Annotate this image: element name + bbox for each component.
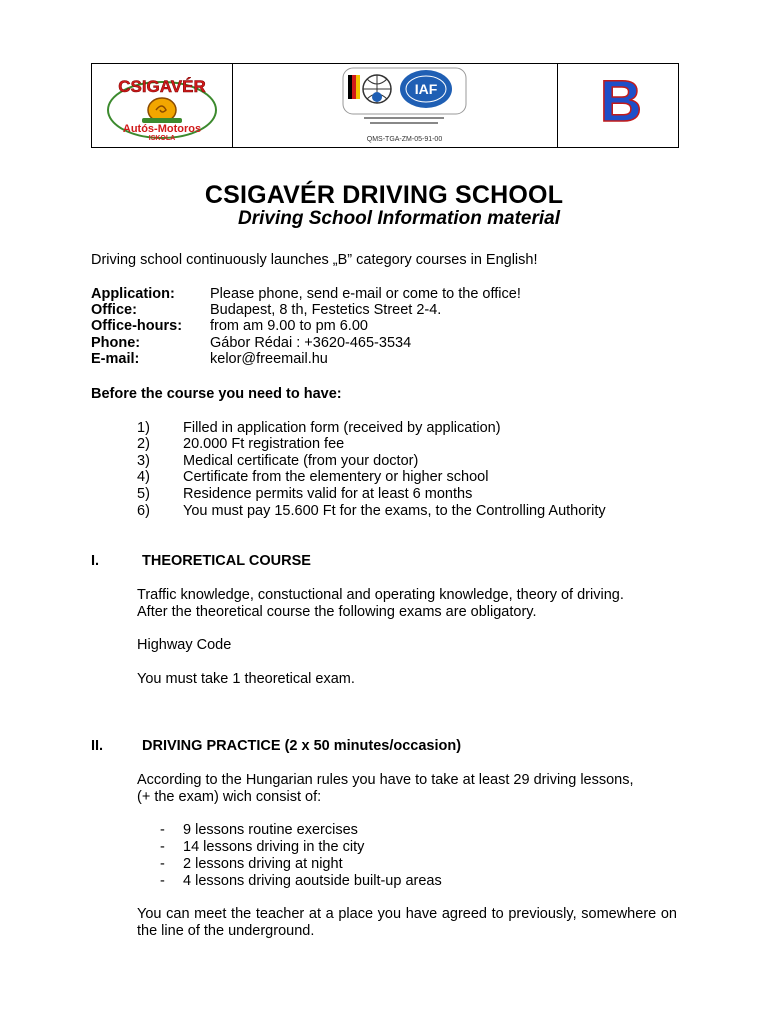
requirement-num: 4) [137, 469, 150, 485]
section1-line1: Traffic knowledge, constuctional and operating knowledge, theory of driving. [137, 587, 624, 603]
requirements-heading: Before the course you need to have: [91, 386, 342, 402]
lesson-dash: - [160, 839, 165, 855]
flag-gold [356, 75, 360, 99]
requirement-text: Medical certificate (from your doctor) [183, 453, 419, 469]
cert-fine-print-1 [364, 117, 444, 119]
category-b-badge [598, 71, 644, 127]
flag-red [352, 75, 356, 99]
contact-value-hours: from am 9.00 to pm 6.00 [210, 318, 368, 334]
header-cell-category [558, 64, 680, 147]
section2-closing: You can meet the teacher at a place you have agreed to previously, somewhere on the line of the underground. [137, 906, 677, 939]
lesson-item: 9 lessons routine exercises [183, 822, 358, 838]
section2-heading: DRIVING PRACTICE (2 x 50 minutes/occasion) [142, 738, 462, 754]
contact-label-hours: Office-hours: [91, 318, 183, 334]
section1-line2: After the theoretical course the following exams are obligatory. [137, 604, 537, 620]
page-subtitle: Driving School Information material [238, 208, 560, 229]
contact-value-application: Please phone, send e-mail or come to the office! [210, 286, 521, 302]
csigaver-logo [102, 70, 222, 142]
lesson-dash: - [160, 873, 165, 889]
contact-label-application: Application: [91, 286, 175, 302]
page-title: CSIGAVÉR DRIVING SCHOOL [204, 181, 564, 209]
header-table [91, 63, 679, 148]
lesson-item: 14 lessons driving in the city [183, 839, 365, 855]
iaf-label: IAF [414, 81, 438, 97]
logo-brand-top: CSIGAVÉR [118, 77, 206, 96]
lesson-item: 2 lessons driving at night [183, 856, 343, 872]
requirement-num: 2) [137, 436, 150, 452]
section1-line3: Highway Code [137, 637, 232, 653]
header-cell-logo [92, 64, 233, 147]
requirement-num: 1) [137, 420, 150, 436]
requirement-num: 5) [137, 486, 150, 502]
intro-text: Driving school continuously launches „B” category courses in English! [91, 252, 538, 268]
section1-line4: You must take 1 theoretical exam. [137, 671, 355, 687]
contact-label-email: E-mail: [91, 351, 140, 367]
lesson-item: 4 lessons driving aoutside built-up areas [183, 873, 442, 889]
requirement-text: Filled in application form (received by application) [183, 420, 501, 436]
section2-line2: (+ the exam) wich consist of: [137, 789, 322, 805]
section2-num: II. [91, 738, 104, 754]
contact-label-office: Office: [91, 302, 137, 318]
lesson-dash: - [160, 856, 165, 872]
certification-logos [342, 67, 467, 129]
requirement-num: 3) [137, 453, 150, 469]
tga-blue-dot [372, 92, 382, 102]
logo-brand-bottom: Autós-Motoros [122, 123, 202, 135]
category-letter: B [600, 71, 642, 127]
logo-brand-sub: ISKOLA [148, 135, 176, 142]
section1-num: I. [91, 553, 100, 569]
requirement-text: You must pay 15.600 Ft for the exams, to the Controlling Authority [183, 503, 606, 519]
cert-fine-print-2 [370, 122, 438, 124]
contact-value-office: Budapest, 8 th, Festetics Street 2-4. [210, 302, 442, 318]
doc-code: QMS-TGA-ZM-05-91-00 [366, 136, 443, 143]
requirement-text: 20.000 Ft registration fee [183, 436, 345, 452]
flag-black [348, 75, 352, 99]
requirement-text: Residence permits valid for at least 6 months [183, 486, 473, 502]
lesson-dash: - [160, 822, 165, 838]
requirement-num: 6) [137, 503, 150, 519]
requirement-text: Certificate from the elementery or higher school [183, 469, 489, 485]
section1-heading: THEORETICAL COURSE [142, 553, 311, 569]
contact-value-phone: Gábor Rédai : +3620-465-3534 [210, 335, 412, 351]
section2-line1: According to the Hungarian rules you have to take at least 29 driving lessons, [137, 772, 634, 788]
contact-value-email: kelor@freemail.hu [210, 351, 328, 367]
contact-label-phone: Phone: [91, 335, 141, 351]
